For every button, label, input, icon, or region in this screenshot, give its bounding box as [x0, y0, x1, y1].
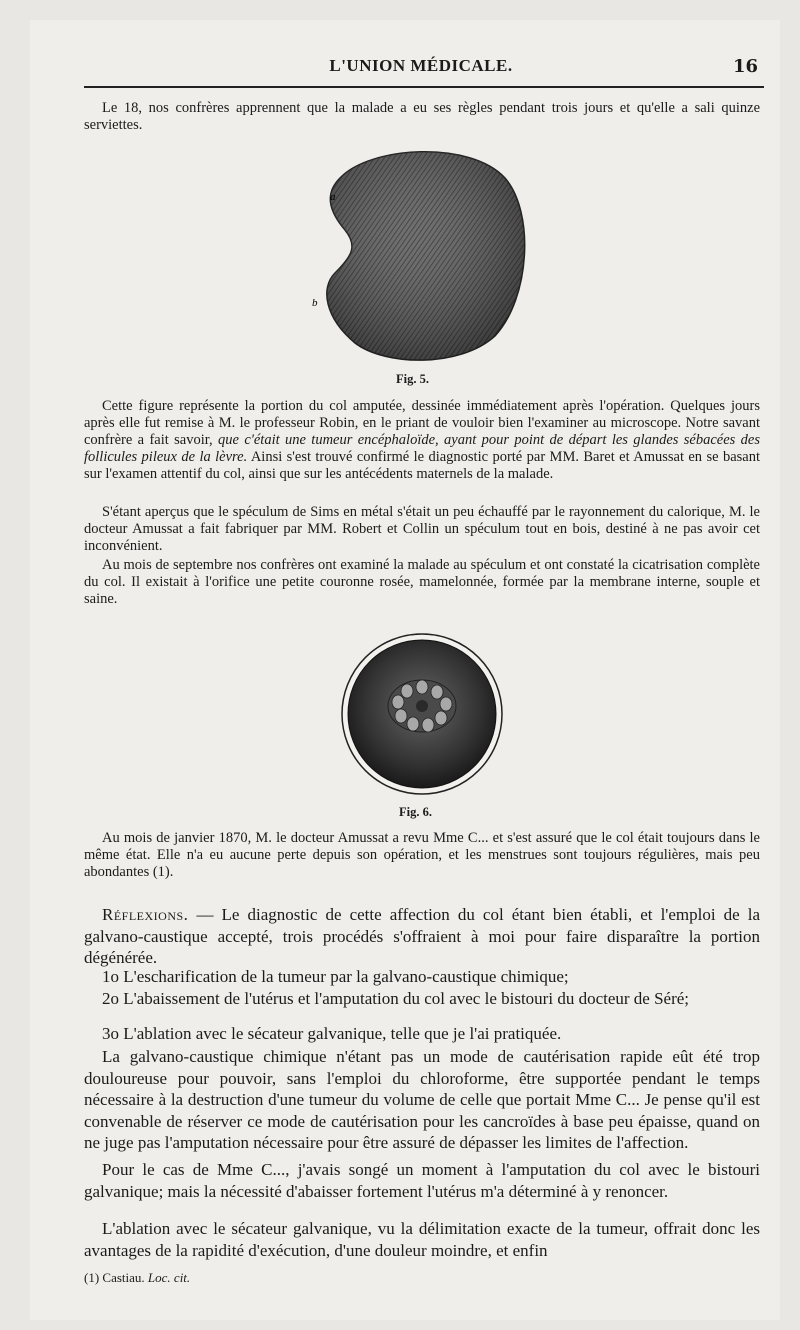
journal-title: L'UNION MÉDICALE.	[329, 56, 513, 75]
paragraph-figure-description	[84, 398, 760, 483]
paragraph-menses: Le 18, nos confrères apprennent que la malade a eu ses règles pendant trois jours et qu'elle a sali quinze serviettes.	[84, 100, 760, 133]
header-rule	[84, 86, 764, 88]
paragraph-chemical-caustic: La galvano-caustique chimique n'étant pas un mode de cautérisation rapide eût été trop douloureuse pour pouvoir, sans l'emploi du chloroforme, être supportée pendant le temps nécessaire à la destruction d'une tumeur du volume de celle que portait Mme C... Je pense qu'il est convenable de réserver ce mode de cautérisation pour les cancroïdes à base peu épaisse, quand on ne juge pas l'amputation nécessaire pour être assuré de dépasser les limites de l'affection.	[84, 1047, 760, 1152]
paragraph-speculum: S'étant aperçus que le spéculum de Sims en métal s'était un peu échauffé par le rayonnement du calorique, M. le docteur Amussat a fait fabriquer par MM. Robert et Collin un spéculum tout en bois, destiné à ne pas avoir cet inconvénient.	[84, 504, 760, 554]
paragraph-galvanic-bistoury: Pour le cas de Mme C..., j'avais songé un moment à l'amputation du col avec le bistouri galvanique; mais la nécessité d'abaisser fortement l'utérus m'a déterminé à y renoncer.	[84, 1160, 760, 1201]
paragraph-secateur: L'ablation avec le sécateur galvanique, vu la délimitation exacte de la tumeur, offrait donc les avantages de la rapidité d'exécution, d'une douleur moindre, et enfin	[84, 1219, 760, 1260]
figure-5-caption: Fig. 5.	[396, 372, 429, 386]
running-header	[84, 56, 758, 84]
figure-description-lead: Cette figure représente la portion du col amputée, dessinée immédiatement après l'opération. Quelques jours après elle fut remise à M. le professeur Robin, en le priant de vouloir bien l'examiner au microscope. Notre savant confrère a fait savoir,	[84, 398, 760, 448]
figure-5-label-b: b	[312, 297, 318, 309]
procedure-item-1: 1o L'escharification de la tumeur par la galvano-caustique chimique;	[102, 967, 569, 986]
footnote	[84, 1270, 190, 1286]
procedure-item-2: 2o L'abaissement de l'utérus et l'amputation du col avec le bistouri du docteur de Séré;	[102, 989, 690, 1008]
footnote-author: Castiau.	[102, 1270, 145, 1285]
figure-5-label-a: a	[330, 191, 336, 203]
paragraph-january-visit: Au mois de janvier 1870, M. le docteur Amussat a revu Mme C... et s'est assuré que le col était toujours dans le même état. Elle n'a eu aucune perte depuis son opération, et les menstrues sont toujours régulières, mais peu abondantes (1).	[84, 830, 760, 880]
figure-6-healed-cervix	[340, 632, 504, 796]
footnote-mark: (1)	[84, 1270, 100, 1285]
reflections-text: — Le diagnostic de cette affection du col étant bien établi, et l'emploi de la galvano-caustique accepté, trois procédés s'offraient à moi pour faire disparaître la portion dégénérée.	[84, 905, 760, 967]
procedure-item-3: 3o L'ablation avec le sécateur galvanique, telle que je l'ai pratiquée.	[102, 1024, 562, 1043]
footnote-reference: Loc. cit.	[147, 1270, 191, 1285]
figure-description-tail: Ainsi s'est trouvé confirmé le diagnostic porté par MM. Baret et Amussat en se basant sur l'examen attentif du col, ainsi que sur les antécédents maternels de la malade.	[84, 449, 760, 482]
paragraph-september-exam: Au mois de septembre nos confrères ont examiné la malade au spéculum et ont constaté la cicatrisation complète du col. Il existait à l'orifice une petite couronne rosée, mamelonnée, formée par la membrane interne, souple et saine.	[84, 557, 760, 607]
paragraph-reflections	[84, 904, 760, 969]
figure-5-amputated-cervix	[300, 138, 540, 374]
diagnosis-quote: que c'était une tumeur encéphaloïde, ayant pour point de départ les glandes sébacées des follicules pileux de la lèvre.	[84, 432, 761, 465]
reflections-heading: Réflexions.	[102, 905, 189, 924]
page-number: 16	[732, 56, 758, 77]
figure-6-caption: Fig. 6.	[399, 805, 432, 819]
